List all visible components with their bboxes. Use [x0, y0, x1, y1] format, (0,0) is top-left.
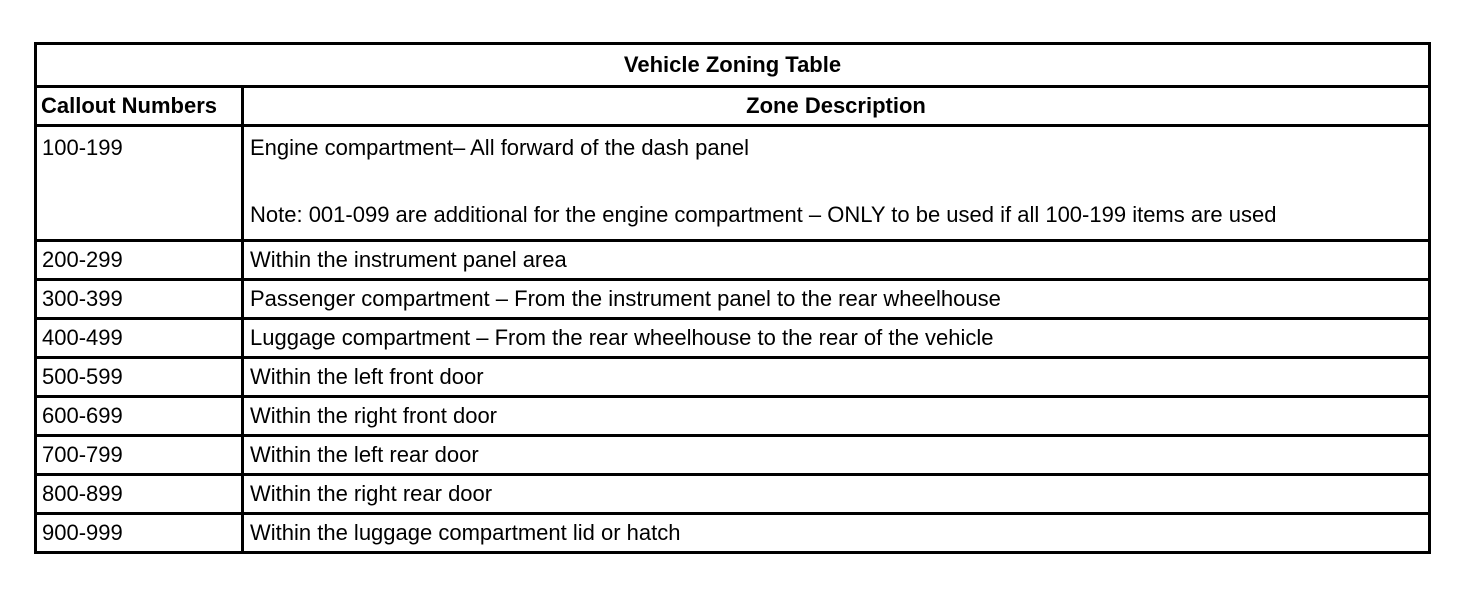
callout-cell: 400-499: [36, 319, 243, 358]
callout-cell: 500-599: [36, 358, 243, 397]
vehicle-zoning-table: [34, 42, 1431, 554]
description-cell: Within the luggage compartment lid or hatch: [243, 514, 1430, 553]
description-cell: Within the right rear door: [243, 475, 1430, 514]
description-cell: Within the instrument panel area: [243, 241, 1430, 280]
table-row: [36, 514, 1430, 553]
header-callout-numbers: Callout Numbers: [36, 87, 243, 126]
callout-cell: 700-799: [36, 436, 243, 475]
callout-cell: 200-299: [36, 241, 243, 280]
callout-cell: 100-199: [36, 126, 243, 241]
description-note: Note: 001-099 are additional for the engine compartment – ONLY to be used if all 100-199 items are used: [250, 202, 1277, 227]
table-row: [36, 397, 1430, 436]
callout-cell: 600-699: [36, 397, 243, 436]
description-cell: Luggage compartment – From the rear wheelhouse to the rear of the vehicle: [243, 319, 1430, 358]
description-cell: Passenger compartment – From the instrument panel to the rear wheelhouse: [243, 280, 1430, 319]
table-row: [36, 280, 1430, 319]
table-title: Vehicle Zoning Table: [36, 44, 1430, 87]
table-row: [36, 241, 1430, 280]
table-row: [36, 319, 1430, 358]
table-row: [36, 126, 1430, 241]
table-row: [36, 436, 1430, 475]
callout-cell: 300-399: [36, 280, 243, 319]
description-text: Engine compartment– All forward of the dash panel: [250, 135, 749, 160]
table-header-row: [36, 87, 1430, 126]
callout-cell: 900-999: [36, 514, 243, 553]
description-cell: Within the left rear door: [243, 436, 1430, 475]
table-row: [36, 475, 1430, 514]
header-zone-description: Zone Description: [243, 87, 1430, 126]
description-cell: Within the left front door: [243, 358, 1430, 397]
description-cell: Within the right front door: [243, 397, 1430, 436]
callout-cell: 800-899: [36, 475, 243, 514]
table-title-row: [36, 44, 1430, 87]
table-row: [36, 358, 1430, 397]
description-cell: [243, 126, 1430, 241]
